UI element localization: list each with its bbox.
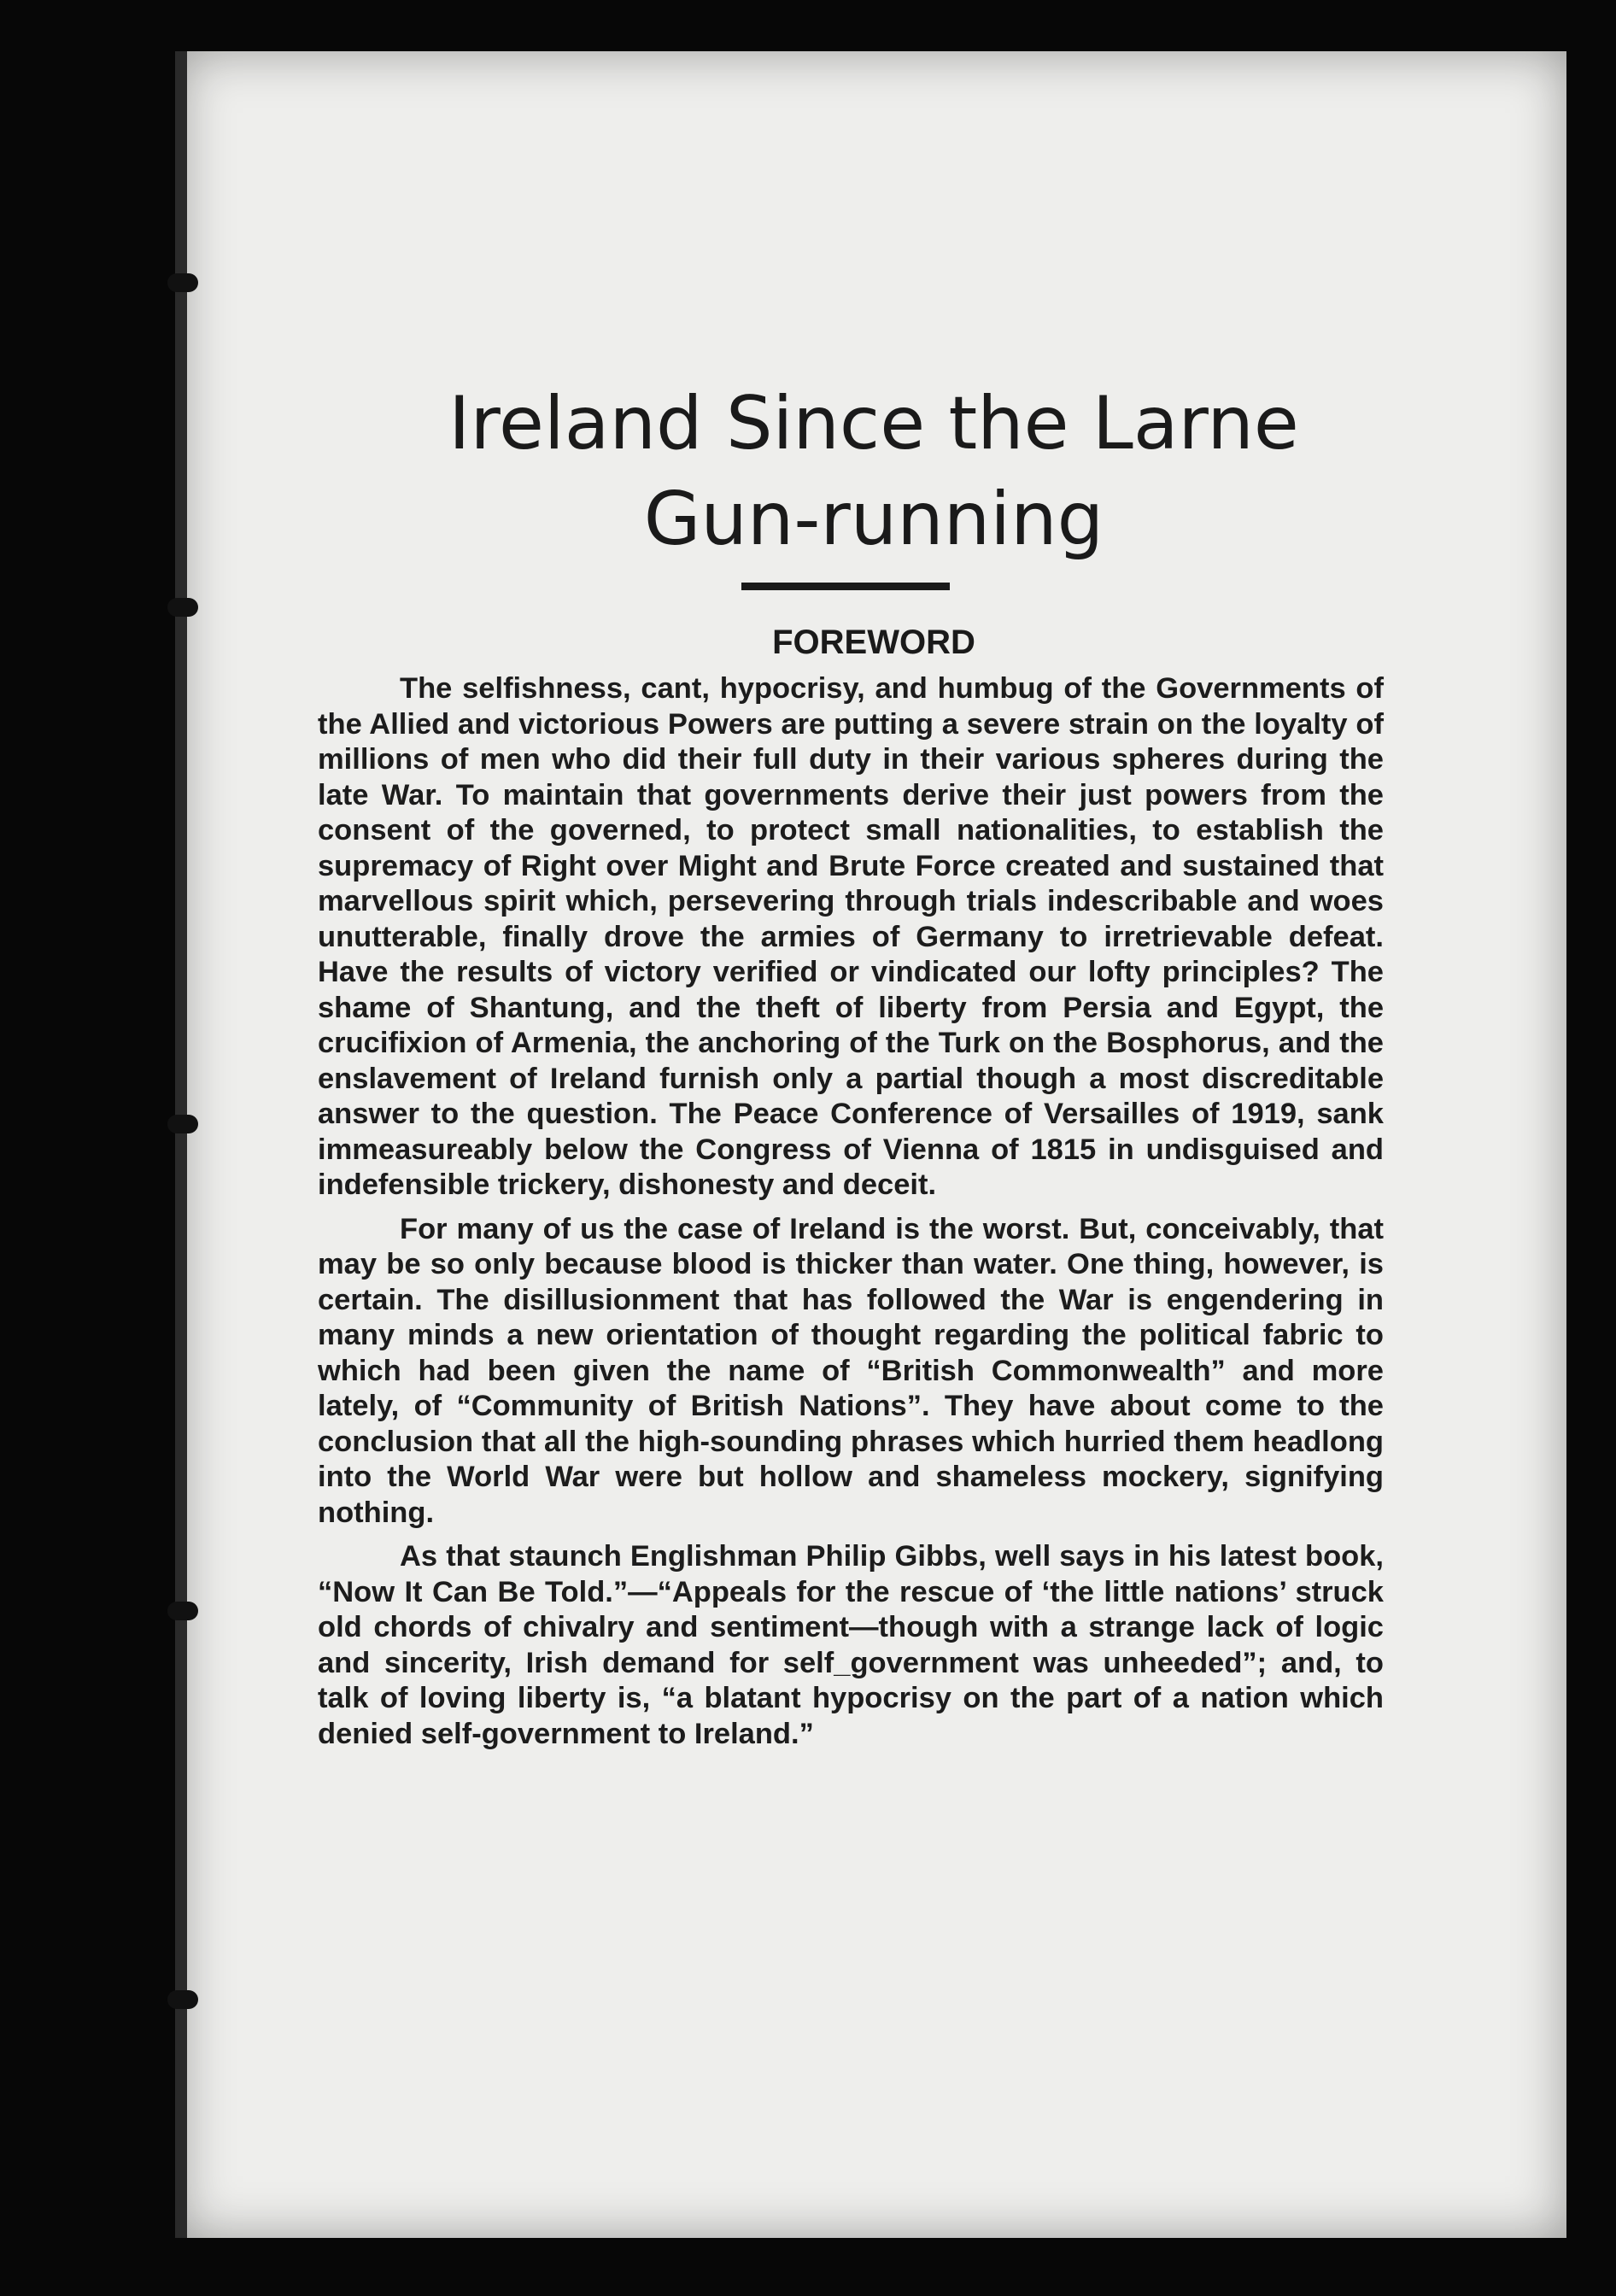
paragraph-3: As that staunch Englishman Philip Gibbs, well says in his latest book, “Now It Can Be Told.”—“Appeals for the rescue of ‘the little nations’ struck old chords of chivalry and sentiment—though with a strange lack of logic and sincerity, Irish demand for self_government was unheeded”; and, to talk of loving liberty is, “a blatant hypocrisy on the part of a nation which denied self-government to Ireland.” (318, 1540, 1384, 1750)
foreword-body (318, 671, 1384, 1760)
binding-stitch (167, 1602, 198, 1620)
document-title (181, 376, 1566, 567)
binding-stitch (167, 273, 198, 292)
title-line-2: Gun-running (643, 477, 1104, 562)
title-line-1: Ireland Since the Larne (448, 381, 1299, 466)
section-heading: FOREWORD (772, 624, 975, 661)
binding-stitch (167, 598, 198, 617)
binding-stitch (167, 1115, 198, 1133)
paragraph-2: For many of us the case of Ireland is the worst. But, conceivably, that may be so only because blood is thicker than water. One thing, however, is certain. The disillusionment that has followed the War is engendering in many minds a new orientation of thought regarding the political fabric to which had been given the name of “British Commonwealth” and more lately, of “Community of British Nations”. They have about come to the conclusion that all the high-sounding phrases which hurried them headlong into the World War were but hollow and shameless mockery, signifying nothing. (318, 1212, 1384, 1529)
title-divider (741, 583, 950, 590)
binding-stitch (167, 1990, 198, 2009)
paragraph-1: The selfishness, cant, hypocrisy, and humbug of the Governments of the Allied and victorious Powers are putting a severe strain on the loyalty of millions of men who did their full duty in their various spheres during the late War. To maintain that governments derive their just powers from the consent of the governed, to protect small nationalities, to establish the supremacy of Right over Might and Brute Force created and sustained that marvellous spirit which, persevering through trials indescribable and woes unutterable, finally drove the armies of Germany to irretrievable defeat. Have the results of victory verified or vindicated our lofty principles? The shame of Shantung, and the theft of liberty from Persia and Egypt, the crucifixion of Armenia, the anchoring of the Turk on the Bosphorus, and the enslavement of Ireland furnish only a partial though a most discreditable answer to the question. The Peace Conference of Versailles of 1919, sank immeasureably below the Congress of Vienna of 1815 in undisguised and indefensible trickery, dishonesty and deceit. (318, 672, 1384, 1201)
